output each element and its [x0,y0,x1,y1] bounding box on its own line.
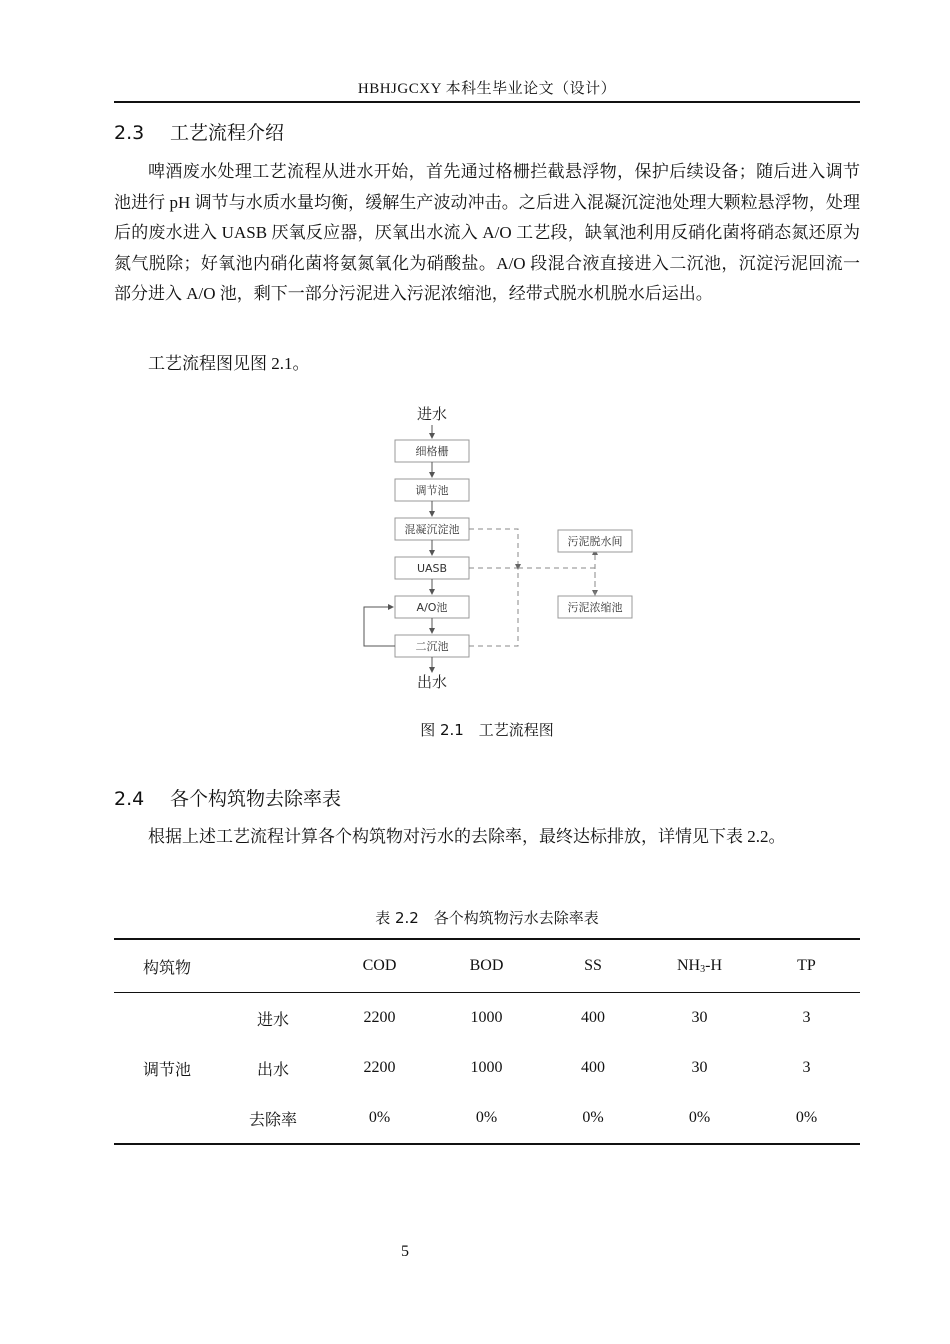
cell: 30 [691,1059,708,1076]
node-fine-screen-label: 细格栅 [415,445,449,458]
row-label: 出水 [256,1061,289,1079]
cell: 2200 [363,1059,396,1076]
section-number: 2.4 [114,788,145,810]
table-header-row [114,939,860,993]
removal-rate-table [114,938,860,1145]
section-heading-2-3 [114,118,284,145]
col-header-ss: SS [584,957,602,974]
node-coagulation-tank-label: 混凝沉淀池 [404,523,460,536]
table-row [114,1093,860,1144]
cell: 3 [802,1009,811,1026]
inlet-label: 进水 [416,405,448,423]
process-flowchart [350,400,650,695]
paragraph-process-description: 啤酒废水处理工艺流程从进水开始，首先通过格栅拦截悬浮物，保护后续设备；随后进入调节池进行 pH 调节与水质水量均衡，缓解生产波动冲击。之后进入混凝沉淀池处理大颗粒悬浮物，处理后的废水进入 UASB 厌氧反应器，厌氧出水流入 A/O 工艺段，缺氧池利用反硝化菌将硝态氮还原为氮气脱除；好氧池内硝化菌将氨氮氧化为硝酸盐。A/O 段混合液直接进入二沉池，沉淀污泥回流一部分进入 A/O 池，剩下一部分污泥进入污泥浓缩池，经带式脱水机脱水后运出。 [114,162,860,303]
node-ao-tank-label: A/O池 [416,601,448,614]
table-row [114,1043,860,1093]
col-header-structure: 构筑物 [142,959,191,977]
cell: 0% [688,1109,711,1126]
row-label: 进水 [256,1011,289,1029]
cell: 30 [691,1009,708,1026]
cell: 3 [802,1059,811,1076]
col-header-blank [220,939,326,993]
node-secondary-clarifier-label: 二沉池 [415,640,449,653]
section-heading-2-4 [114,784,341,811]
group-cell: 调节池 [142,1061,191,1079]
cell: 0% [582,1109,604,1126]
cell: 0% [368,1109,391,1126]
page-number: 5 [401,1243,409,1260]
cell: 1000 [470,1009,503,1026]
col-header-cod: COD [362,957,397,974]
section-title: 工艺流程介绍 [170,122,285,144]
node-sludge-thickener-label: 污泥浓缩池 [567,601,623,614]
header-rule [114,101,860,103]
node-uasb-label: UASB [416,562,448,575]
cell: 0% [475,1109,498,1126]
cell: 0% [795,1109,818,1126]
figure-caption: 图 2.1 工艺流程图 [420,721,554,739]
table-row [114,993,860,1044]
paragraph-table-reference: 根据上述工艺流程计算各个构筑物对污水的去除率，最终达标排放，详情见下表 2.2。 [148,827,786,846]
section-title: 各个构筑物去除率表 [170,788,342,810]
cell: 400 [581,1009,605,1026]
section-number: 2.3 [114,122,145,144]
table-caption: 表 2.2 各个构筑物污水去除率表 [375,909,599,927]
col-header-bod: BOD [469,957,504,974]
cell: 400 [581,1059,605,1076]
page-header: HBHJGCXY 本科生毕业论文（设计） [357,81,617,97]
node-sludge-dewatering-label: 污泥脱水间 [567,535,623,548]
cell: 2200 [363,1009,396,1026]
row-label: 去除率 [248,1111,297,1129]
cell: 1000 [470,1059,503,1076]
node-equalization-tank-label: 调节池 [415,484,449,497]
col-header-tp: TP [797,957,816,974]
col-header-nh3h: $NH_3-H$ [677,957,722,975]
outlet-label: 出水 [416,673,448,691]
paragraph-figure-reference: 工艺流程图见图 2.1。 [148,354,310,373]
